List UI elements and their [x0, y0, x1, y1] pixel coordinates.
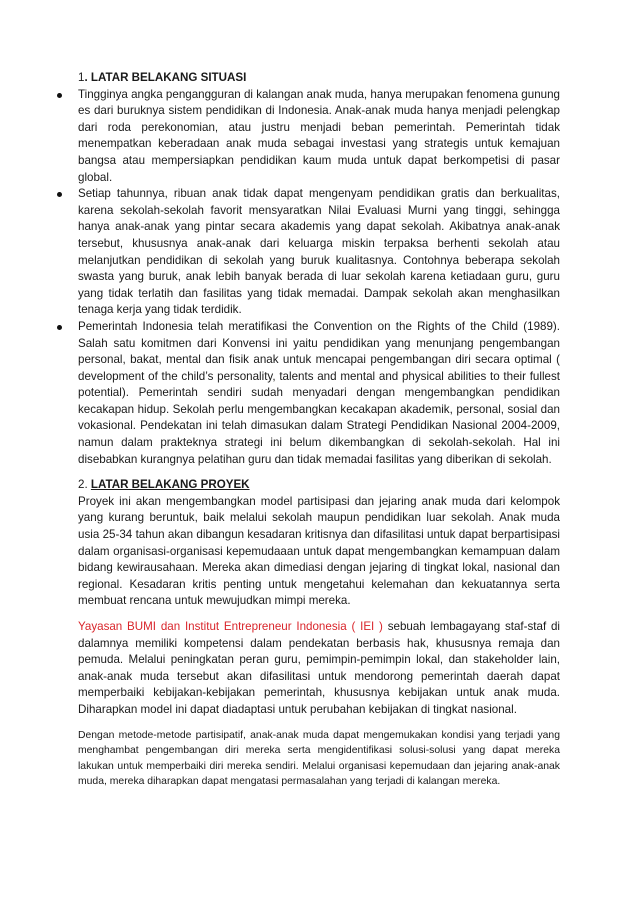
section-2-paragraph-3: Dengan metode-metode partisipatif, anak-anak muda dapat mengemukakan kondisi yang terjadi yang menghambat pengembangan diri mereka serta mengidentifikasi solusi-solusi yang dapat mereka lakukan untuk memperbaiki diri mereka sendiri. Melalui organisasi kepemudaan dan jejaring anak-anak muda, mereka diharapkan dapat mengatasi permasalahan yang terjadi di kalangan mereka.: [78, 729, 560, 788]
bullet-icon: [57, 325, 62, 330]
bullet-item-1: [78, 87, 560, 187]
bullet-text-3: Pemerintah Indonesia telah meratifikasi the Convention on the Rights of the Child (1989). Salah satu komitmen dari Konvensi ini yaitu pendidikan yang menunjang pengembangan personal, bakat, mental dan fisik anak untuk mencapai pengembangan diri secara optimal ( development of the child’s personality, talents and mental and physical abilities to their fullest potential). Pemerintah sendiri sudah menyadari dengan mengembangkan pendidikan kecakapan hidup. Sekolah perlu mengembangkan kecakapan akademik, personal, sosial dan vokasional. Pendekatan ini telah dimasukan dalam Strategi Pendidikan Nasional 2004-2009, namun dalam prakteknya strategi ini belum dikembangkan di sekolah-sekolah. Hal ini disebabkan kurangnya pelatihan guru dan tidak memadai fasilitas yang diberikan di sekolah.: [78, 319, 560, 466]
organization-names: Yayasan BUMI dan Institut Entrepreneur Indonesia ( IEI ): [78, 620, 383, 633]
section-1-heading: [78, 70, 560, 87]
bullet-text-2: Setiap tahunnya, ribuan anak tidak dapat mengenyam pendidikan gratis dan berkualitas, karena sekolah-sekolah favorit mensyaratkan Nilai Evaluasi Murni yang tinggi, sehingga hanya anak-anak yang pintar secara akademis yang dapat sekolah. Akibatnya anak-anak tersebut, khususnya anak-anak dari keluarga miskin terpaksa berhenti sekolah atau melanjutkan pendidikan di sekolah yang buruk kualitasnya. Contohnya beberapa sekolah swasta yang buruk, anak lebih banyak berada di luar sekolah karena ketiadaan guru, guru yang tidak terlatih dan fasilitas yang tidak memadai. Dampak sekolah akan menghasilkan tenaga kerja yang tidak terdidik.: [78, 187, 560, 317]
section-2-paragraph-2-text: sebuah lembagayang staf-staf di dalamnya memiliki kompetensi dalam pendekatan berbasis hak, khususnya remaja dan pemuda. Melalui peningkatan peran guru, pemimpin-pemimpin lokal, dan stakeholder lain, anak-anak muda tersebut akan difasilitasi untuk mendorong pemerintah daerah dapat memperbaiki kebijakan-kebijakan pemerintah, khususnya kebijakan untuk anak muda. Diharapkan model ini dapat diadaptasi untuk perubahan kebijakan di tingkat nasional.: [78, 620, 560, 716]
section-2-title: LATAR BELAKANG PROYEK: [90, 478, 250, 492]
document-body: [78, 70, 560, 790]
bullet-text-1: Tingginya angka pengangguran di kalangan anak muda, hanya merupakan fenomena gunung es dari buruknya sistem pendidikan di Indonesia. Anak-anak muda hanya menjadi pelengkap dari roda perekonomian, atau justru menjadi beban pemerintah. Pemerintah tidak menempatkan keberadaan anak muda sebagai investasi yang strategis untuk kemajuan bangsa atau mempersiapkan pendidikan kaum muda untuk dapat berkompetisi di pasar global.: [78, 87, 560, 184]
bullet-icon: [57, 93, 62, 98]
section-2-paragraph-2: [78, 619, 560, 719]
section-2-number: 2.: [78, 478, 91, 492]
bullet-icon: [57, 192, 62, 197]
bullet-item-3: [78, 319, 560, 468]
section-2-heading: [78, 477, 560, 494]
bullet-item-2: [78, 186, 560, 319]
section-1-number: 1: [78, 71, 85, 84]
section-1-title: . LATAR BELAKANG SITUASI: [84, 71, 247, 84]
section-2-paragraph-1: Proyek ini akan mengembangkan model partisipasi dan jejaring anak muda dari kelompok yang kurang beruntuk, baik melalui sekolah maupun pendidikan luar sekolah. Anak muda usia 25-34 tahun akan dibangun kesadaran kritisnya dan difasilitasi untuk dapat berpartisipasi dalam organisasi-organisasi kepemudaaan untuk dapat mengembangkan kemampuan dalam bidang kewirausahaan. Mereka akan dimediasi dengan jejaring di tingkat lokal, nasional dan regional. Kesadaran kritis penting untuk mengetahui kelemahan dan kekuatannya serta membuat rencana untuk mewujudkan mimpi mereka.: [78, 494, 560, 608]
